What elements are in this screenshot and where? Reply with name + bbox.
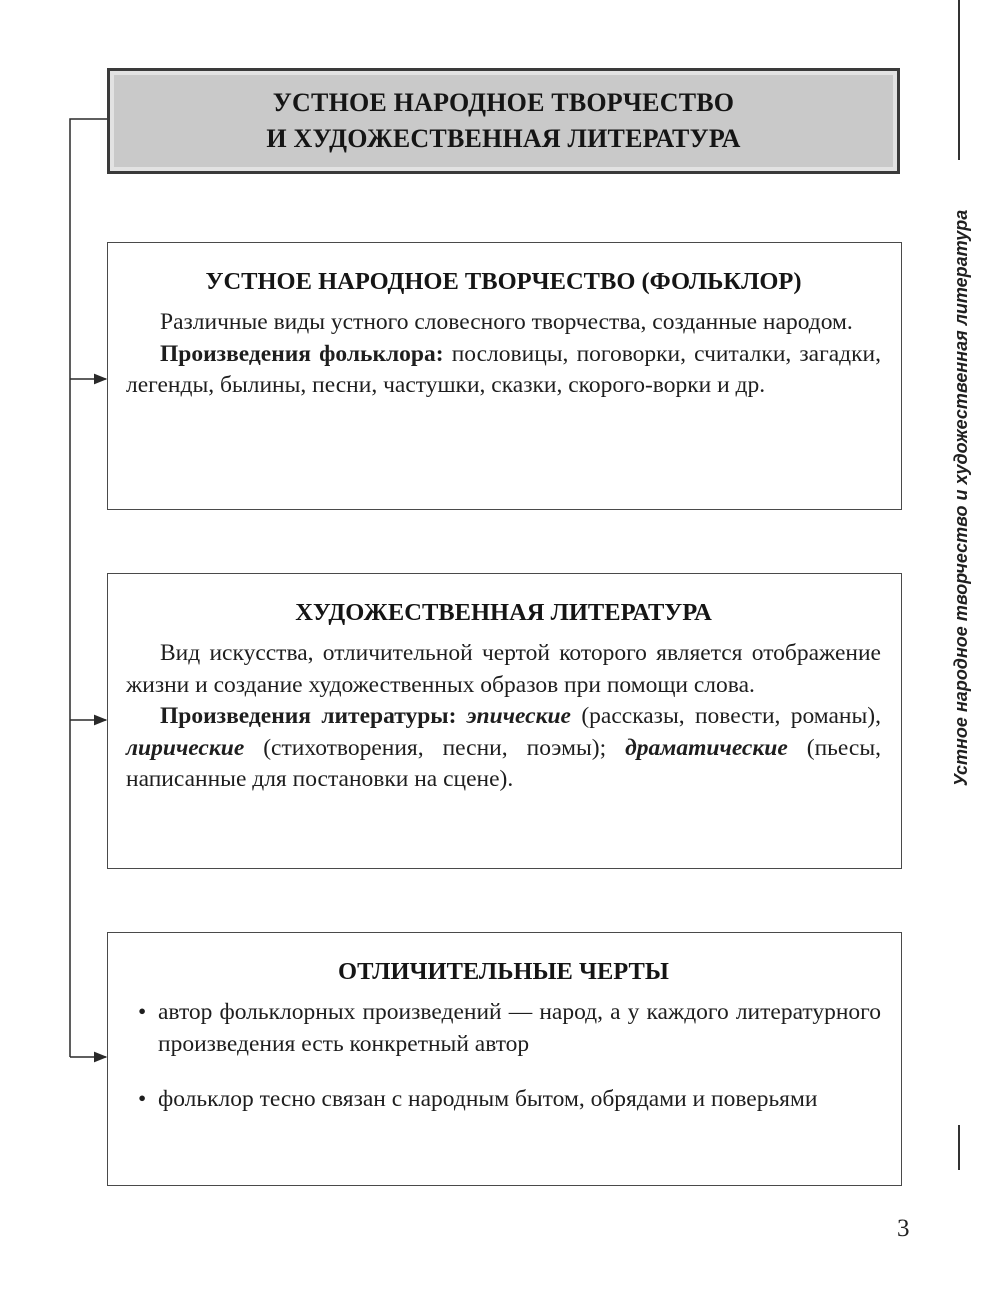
connector-trunk: [70, 119, 107, 1057]
title-box: [107, 68, 900, 174]
margin-rule-bottom: [958, 1125, 960, 1170]
bullet-icon: •: [138, 999, 147, 1025]
folklore-works: [126, 339, 881, 402]
literature-works: [126, 701, 881, 796]
margin-rule-top: [958, 0, 960, 160]
folklore-works-label: Произведения фольклора:: [160, 340, 444, 367]
literature-box: [107, 573, 902, 869]
folklore-definition: Различные виды устного словесного творчества, созданные народом.: [160, 309, 853, 335]
lyric-label: лирические: [126, 734, 245, 761]
epic-label: эпические: [466, 703, 571, 729]
title-line-1: УСТНОЕ НАРОДНОЕ ТВОРЧЕСТВО: [272, 88, 735, 117]
title-line-2: И ХУДОЖЕСТВЕННАЯ ЛИТЕРАТУРА: [266, 124, 741, 153]
lyric-text: (стихотворения, песни, поэмы);: [244, 734, 626, 761]
drama-label: драматические: [625, 734, 788, 761]
folklore-heading: УСТНОЕ НАРОДНОЕ ТВОРЧЕСТВО (ФОЛЬКЛОР): [205, 268, 802, 295]
features-list: [126, 997, 881, 1116]
feature-text: автор фольклорных произведений — народ, а у каждого литературного произведения есть конкретный автор: [158, 999, 881, 1057]
list-item: [138, 1084, 881, 1116]
features-box: [107, 932, 902, 1186]
feature-text: фольклор тесно связан с народным бытом, обрядами и поверьями: [158, 1086, 818, 1112]
side-chapter-label: Устное народное творчество и художественная литература: [951, 209, 971, 787]
literature-definition: Вид искусства, отличительной чертой которого является отображение жизни и создание художественных образов при помощи слова.: [126, 640, 881, 698]
list-item: [138, 997, 881, 1060]
features-heading: ОТЛИЧИТЕЛЬНЫЕ ЧЕРТЫ: [338, 958, 669, 985]
literature-works-label: Произведения литературы:: [160, 703, 457, 729]
folklore-works-text: пословицы, поговорки, считалки, загадки, легенды, былины, песни, частушки, сказки, скорого-ворки и др.: [126, 340, 882, 398]
bullet-icon: •: [138, 1086, 147, 1112]
literature-heading: ХУДОЖЕСТВЕННАЯ ЛИТЕРАТУРА: [295, 599, 712, 626]
drama-text: (пьесы, написанные для постановки на сцене).: [126, 734, 881, 792]
folklore-box: [107, 242, 902, 510]
epic-text: (рассказы, повести, романы),: [571, 703, 881, 729]
page-number: 3: [897, 1215, 910, 1242]
